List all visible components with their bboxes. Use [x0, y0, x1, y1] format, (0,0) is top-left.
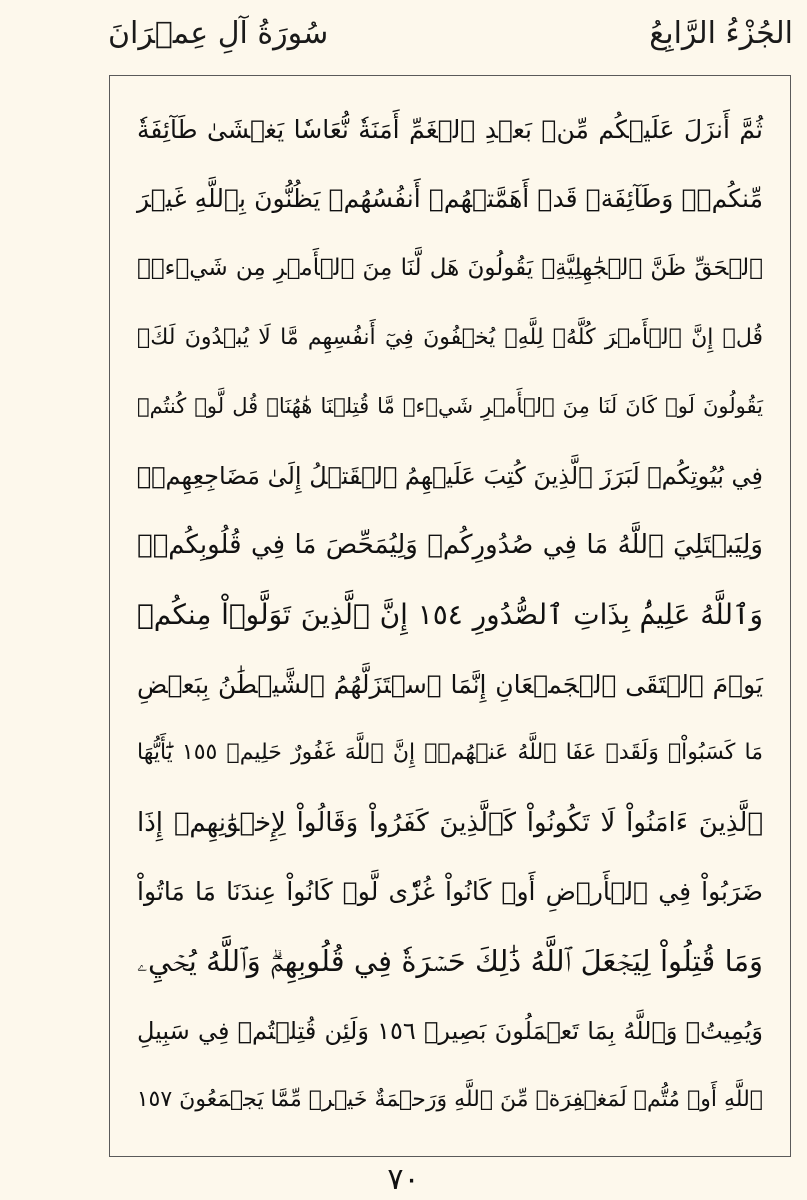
page-number: ٧٠: [387, 1162, 420, 1197]
text-line: مَا كَسَبُواْۖ وَلَقَدۡ عَفَا ٱللَّهُ عَنۡهُمۡۗ إِنَّ ٱللَّهَ غَفُورٌ حَلِيمٞ ١٥٥ يَٰٓأَيُّهَا: [137, 740, 763, 766]
text-line: وَيُمِيتُۗ وَٱللَّهُ بِمَا تَعۡمَلُونَ بَصِيرٞ ١٥٦ وَلَئِن قُتِلۡتُمۡ فِي سَبِيلِ: [137, 1016, 763, 1045]
text-line: ثُمَّ أَنزَلَ عَلَيۡكُم مِّنۢ بَعۡدِ ٱلۡغَمِّ أَمَنَةٗ نُّعَاسٗا يَغۡشَىٰ طَآئِفَةٗ: [137, 115, 763, 145]
text-line: قُلۡ إِنَّ ٱلۡأَمۡرَ كُلَّهُۥ لِلَّهِۗ يُخۡفُونَ فِيٓ أَنفُسِهِم مَّا لَا يُبۡدُونَ لَكَۖ: [137, 324, 763, 350]
text-line: ضَرَبُواْ فِي ٱلۡأَرۡضِ أَوۡ كَانُواْ غُزّٗى لَّوۡ كَانُواْ عِندَنَا مَا مَاتُواْ: [137, 877, 763, 907]
surah-name: سُورَةُ آلِ عِمۡرَانَ: [108, 16, 329, 51]
text-line: مِّنكُمۡۖ وَطَآئِفَةٞ قَدۡ أَهَمَّتۡهُمۡ أَنفُسُهُمۡ يَظُنُّونَ بِٱللَّهِ غَيۡرَ: [137, 184, 763, 214]
text-line: يَوۡمَ ٱلۡتَقَى ٱلۡجَمۡعَانِ إِنَّمَا ٱسۡتَزَلَّهُمُ ٱلشَّيۡطَٰنُ بِبَعۡضِ: [137, 669, 763, 699]
text-line: وَمَا قُتِلُواْ لِيَجۡعَلَ ٱللَّهُ ذَٰلِكَ حَسۡرَةٗ فِي قُلُوبِهِمۡۗ وَٱللَّهُ يُحۡيِۦ: [137, 943, 763, 978]
text-line: وَٱللَّهُ عَلِيمُۢ بِذَاتِ ٱلصُّدُورِ ١٥٤ إِنَّ ٱلَّذِينَ تَوَلَّوۡاْ مِنكُمۡ: [137, 597, 763, 631]
text-line: يَقُولُونَ لَوۡ كَانَ لَنَا مِنَ ٱلۡأَمۡرِ شَيۡءٞ مَّا قُتِلۡنَا هَٰهُنَاۗ قُل لَّوۡ كُنتُمۡ: [137, 394, 763, 419]
text-line: فِي بُيُوتِكُمۡ لَبَرَزَ ٱلَّذِينَ كُتِبَ عَلَيۡهِمُ ٱلۡقَتۡلُ إِلَىٰ مَضَاجِعِهِمۡۖ: [136, 462, 763, 491]
juz-name: الجُزْءُ الرَّابِعُ: [649, 16, 793, 51]
quran-text-block: [109, 95, 791, 1135]
text-line: ٱلَّذِينَ ءَامَنُواْ لَا تَكُونُواْ كَٱلَّذِينَ كَفَرُواْ وَقَالُواْ لِإِخۡوَٰنِهِمۡ إِذَا: [137, 807, 763, 838]
text-line: ٱلۡحَقِّ ظَنَّ ٱلۡجَٰهِلِيَّةِۖ يَقُولُونَ هَل لَّنَا مِنَ ٱلۡأَمۡرِ مِن شَيۡءٖۗ: [137, 254, 763, 281]
text-line: ٱللَّهِ أَوۡ مُتُّمۡ لَمَغۡفِرَةٞ مِّنَ ٱللَّهِ وَرَحۡمَةٌ خَيۡرٞ مِّمَّا يَجۡمَعُونَ ١٥٧: [136, 1086, 763, 1112]
page-header: [0, 10, 807, 66]
text-line: وَلِيَبۡتَلِيَ ٱللَّهُ مَا فِي صُدُورِكُمۡ وَلِيُمَحِّصَ مَا فِي قُلُوبِكُمۡۚ: [137, 530, 763, 561]
